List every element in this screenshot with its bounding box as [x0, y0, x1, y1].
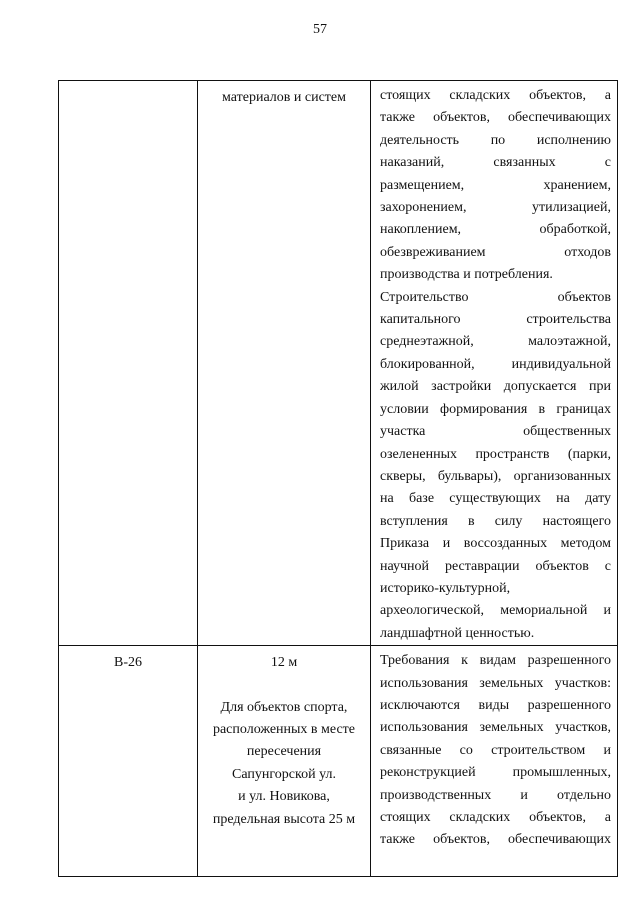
requirements-text	[371, 646, 617, 852]
requirement-line: жилой застройки допускается при	[380, 379, 611, 395]
height-param-cell	[198, 646, 371, 877]
height-param-cell	[198, 81, 371, 646]
zone-code: В-26	[114, 655, 142, 671]
requirement-line: озелененных пространств (парки,	[380, 446, 611, 462]
requirement-line: исключаются виды разрешенного	[380, 697, 611, 713]
requirement-line: также объектов, обеспечивающих	[380, 832, 611, 848]
requirement-line: использования земельных участков:	[380, 675, 611, 691]
requirement-line: скверы, бульвары), организованных	[380, 468, 611, 484]
requirement-line: накоплением, обработкой,	[380, 222, 611, 238]
table-row	[59, 81, 618, 646]
requirement-line: размещением, хранением,	[380, 177, 611, 193]
zone-code-cell	[59, 646, 198, 877]
page-number: 57	[313, 22, 327, 37]
height-param-text	[198, 81, 370, 109]
param-line: Для объектов спорта,	[220, 699, 348, 715]
requirement-line: капитального строительства	[380, 312, 611, 328]
requirement-line: стоящих складских объектов, а	[380, 88, 611, 103]
requirement-line: связанные со строительством и	[380, 742, 611, 758]
requirement-line: ландшафтной ценностью.	[380, 625, 535, 641]
requirement-line: использования земельных участков,	[380, 720, 611, 736]
requirement-line: на базе существующих на дату	[380, 491, 611, 507]
requirement-line: археологической, мемориальной и	[380, 603, 611, 619]
param-line: 12 м	[270, 655, 298, 671]
requirement-line: историко-культурной,	[380, 580, 511, 596]
requirements-text	[371, 81, 617, 645]
requirement-line: стоящих складских объектов, а	[380, 810, 611, 825]
requirement-line: также объектов, обеспечивающих	[380, 110, 611, 126]
requirement-line: обезвреживанием отходов	[380, 244, 611, 260]
param-line: и ул. Новикова,	[238, 789, 330, 805]
height-param-text	[198, 646, 370, 831]
requirement-line: реконструкцией промышленных,	[380, 765, 611, 781]
requirement-line: деятельность по исполнению	[380, 132, 611, 148]
param-line: расположенных в месте	[212, 721, 356, 737]
requirement-line: участка общественных	[380, 424, 611, 440]
requirement-line: вступления в силу настоящего	[380, 513, 611, 529]
requirement-line: условии формирования в границах	[380, 401, 611, 417]
param-line: предельная высота 25 м	[212, 811, 356, 827]
param-line: пересечения	[246, 744, 322, 760]
requirement-line: Требования к видам разрешенного	[380, 653, 611, 669]
requirements-cell	[371, 81, 618, 646]
param-line: материалов и систем	[222, 90, 346, 105]
requirement-line: научной реставрации объектов с	[380, 558, 611, 574]
requirements-cell	[371, 646, 618, 877]
table-row	[59, 646, 618, 877]
regulation-table	[58, 80, 618, 877]
requirement-line: Приказа и воссозданных методом	[380, 536, 611, 552]
requirement-line: производства и потребления.	[380, 267, 553, 283]
zone-code-cell	[59, 81, 198, 646]
requirement-line: блокированной, индивидуальной	[380, 356, 611, 372]
param-line: Сапунгорской ул.	[232, 766, 336, 782]
requirement-line: среднеэтажной, малоэтажной,	[380, 334, 611, 350]
requirement-line: захоронением, утилизацией,	[380, 200, 611, 216]
param-spacer	[204, 675, 364, 697]
zone-code	[59, 81, 197, 87]
requirement-line: производственных и отдельно	[380, 787, 611, 803]
requirement-line: Строительство объектов	[380, 289, 611, 305]
requirement-line: наказаний, связанных с	[380, 155, 611, 171]
